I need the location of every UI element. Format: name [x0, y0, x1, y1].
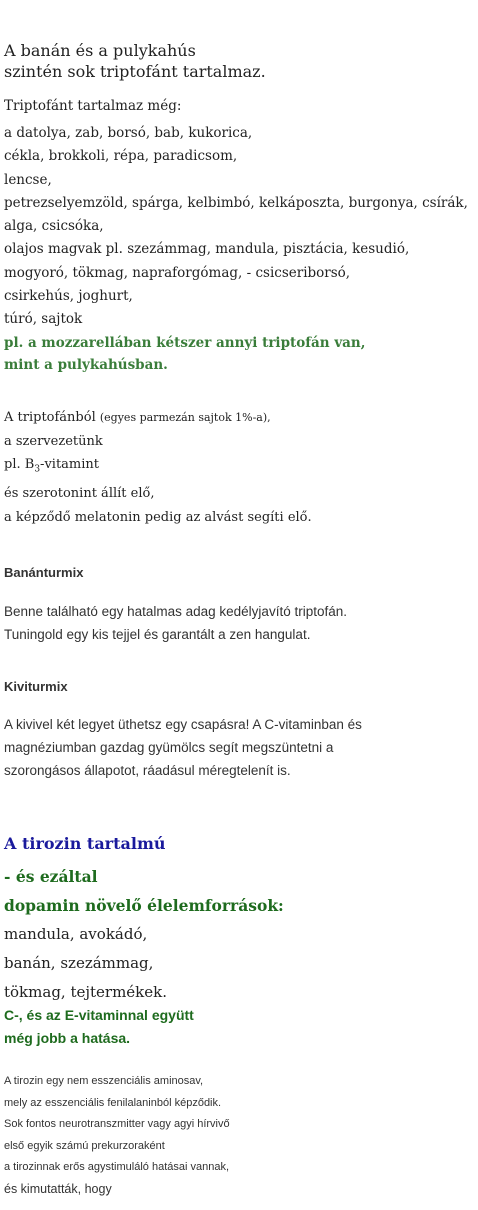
list-item: lencse, [4, 171, 52, 188]
tirozin-para-line: első egyik számú prekurzoraként [4, 1139, 165, 1152]
tirozin-para-line: mely az esszenciális fenilalaninból képződik. [4, 1096, 222, 1109]
melatonin-paragraph [4, 406, 312, 529]
tirozin-foods [4, 920, 167, 1007]
melatonin-main: A triptofánból [4, 410, 100, 425]
vitamin-subscript: 3 [34, 464, 41, 475]
tirozin-para-line: a tirozinnak erős agystimuláló hatásai vannak, [4, 1161, 230, 1174]
list-item: cékla, brokkoli, répa, paradicsom, [4, 148, 238, 165]
list-item: olajos magvak pl. szezámmag, mandula, pisztácia, kesudió, [4, 241, 410, 258]
kivi-line: szorongásos állapotot, ráadásul méregtelenít is. [4, 763, 291, 778]
list-item: csirkehús, joghurt, [4, 288, 133, 305]
tirozin-para-line: és kimutatták, hogy [4, 1181, 112, 1196]
vitamin-note [4, 1004, 194, 1050]
food-item: mandula, avokádó, [4, 925, 148, 943]
kivi-line: A kivivel két legyet üthetsz egy csapásra! A C-vitaminban és [4, 717, 362, 732]
tirozin-para-line: Sok fontos neurotranszmitter vagy agyi hírvivő [4, 1118, 230, 1131]
food-item: tökmag, tejtermékek. [4, 983, 168, 1001]
vitamin-note-line: még jobb a hatása. [4, 1030, 131, 1046]
list-item: mogyoró, tökmag, napraforgómag, - csicseriborsó, [4, 264, 351, 281]
intro-line: A banán és a pulykahús [4, 41, 196, 60]
tripto-heading: Triptofánt tartalmaz még: [4, 98, 182, 114]
tirozin-subtitle [4, 862, 284, 920]
tirozin-title: A tirozin tartalmú [4, 834, 166, 853]
list-item: petrezselyemzöld, spárga, kelbimbó, kelkáposzta, burgonya, csírák, [4, 194, 468, 211]
kivi-title: Kiviturmix [4, 679, 68, 694]
list-item: túró, sajtok [4, 311, 83, 328]
melatonin-line: a képződő melatonin pedig az alvást segíti elő. [4, 509, 312, 525]
vitamin-suffix: -vitamint [40, 457, 99, 472]
intro-line: szintén sok triptofánt tartalmaz. [4, 62, 266, 81]
melatonin-small: (egyes parmezán sajtok 1%-a), [99, 411, 271, 424]
kivi-line: magnéziumban gazdag gyümölcs segít megszüntetni a [4, 740, 334, 755]
list-item: alga, csicsóka, [4, 218, 104, 235]
tirozin-para-line: A tirozin egy nem esszenciális aminosav, [4, 1075, 204, 1087]
banan-line: Benne található egy hatalmas adag kedélyjavító triptofán. [4, 604, 347, 619]
tirozin-paragraph [4, 1071, 230, 1201]
banan-title: Banánturmix [4, 565, 84, 580]
highlight-line: mint a pulykahúsban. [4, 357, 168, 373]
kivi-text [4, 713, 362, 782]
food-item: banán, szezámmag, [4, 954, 154, 972]
vitamin-note-line: C-, és az E-vitaminnal együtt [4, 1007, 194, 1023]
tirozin-subtitle-line: - és ezáltal [4, 867, 98, 886]
melatonin-line [4, 406, 312, 430]
melatonin-line: a szervezetünk [4, 433, 103, 449]
melatonin-line: és szerotonint állít elő, [4, 486, 155, 502]
highlight-line: pl. a mozzarellában kétszer annyi triptofán van, [4, 335, 366, 351]
banan-line: Tuningold egy kis tejjel és garantált a zen hangulat. [4, 627, 311, 642]
tirozin-subtitle-line: dopamin növelő élelemforrások: [4, 896, 284, 915]
vitamin-prefix: pl. B [4, 457, 35, 472]
tripto-list [4, 122, 468, 332]
mozzarella-highlight [4, 332, 365, 376]
intro-text [4, 40, 266, 82]
list-item: a datolya, zab, borsó, bab, kukorica, [4, 125, 253, 141]
melatonin-line [4, 453, 312, 482]
banan-text [4, 600, 347, 646]
